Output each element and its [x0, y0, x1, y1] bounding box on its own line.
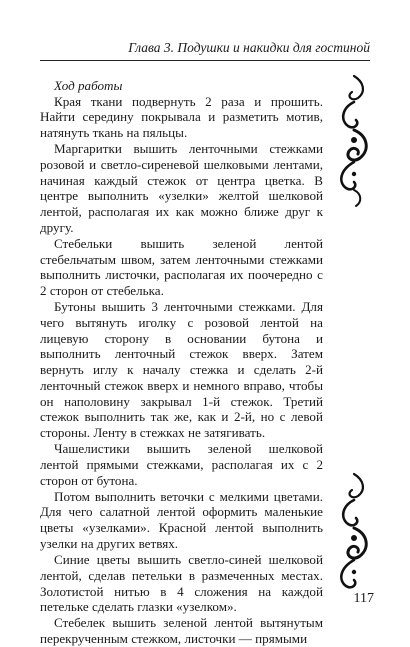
swirl-ornament-icon: [334, 74, 374, 209]
paragraph: Стебелек вышить зеленой лентой вытянутым перекрученным стежком, листочки — прямыми: [40, 615, 323, 647]
paragraph: Стебельки вышить зеленой лентой стебельчатым швом, затем ленточными стежками выполнить листочки, располагая их поочередно с 2 сторон от стебелька.: [40, 236, 323, 299]
header-rule: [40, 60, 370, 61]
swirl-ornament-icon: [334, 472, 374, 607]
paragraph: Синие цветы вышить светло-синей шелковой лентой, сделав петельки в размеченных местах. Золотистой нитью в 4 сложения на каждой петельке сделать глазки «узелком».: [40, 552, 323, 615]
paragraph: Потом выполнить веточки с мелкими цветами. Для чего салатной лентой оформить маленькие цветы «узелками». Красной лентой выполнить узелки на других ветвях.: [40, 488, 323, 551]
paragraph: Маргаритки вышить ленточными стежками розовой и светло-сиреневой шелковыми лентами, начиная каждый стежок от центра цветка. В центре выполнить «узелки» желтой шелковой лентой, располагая их как можно ближе друг к другу.: [40, 141, 323, 235]
body-text: [40, 78, 323, 647]
running-header: Глава 3. Подушки и накидки для гостиной: [128, 40, 370, 55]
paragraph: Чашелистики вышить зеленой шелковой лентой прямыми стежками, располагая их с 2 сторон от бутона.: [40, 441, 323, 488]
paragraph: Края ткани подвернуть 2 раза и прошить. Найти середину покрывала и разметить мотив, натянуть ткань на пяльцы.: [40, 93, 323, 141]
page-number: 117: [353, 591, 374, 606]
paragraph: Бутоны вышить 3 ленточными стежками. Для чего вытянуть иголку с розовой лентой на лицевую сторону в основании бутона и выполнить ленточный стежок вверх. Затем вернуть иглу к началу стежка и сделать 2-й ленточный стежок вверх и немного вправо, чтобы он наполовину закрывал 1-й стежок. Третий стежок выполнить так же, как и 2-й, но с левой стороны. Ленту в стежках не затягивать.: [40, 299, 323, 440]
section-heading: Ход работы: [54, 78, 123, 93]
